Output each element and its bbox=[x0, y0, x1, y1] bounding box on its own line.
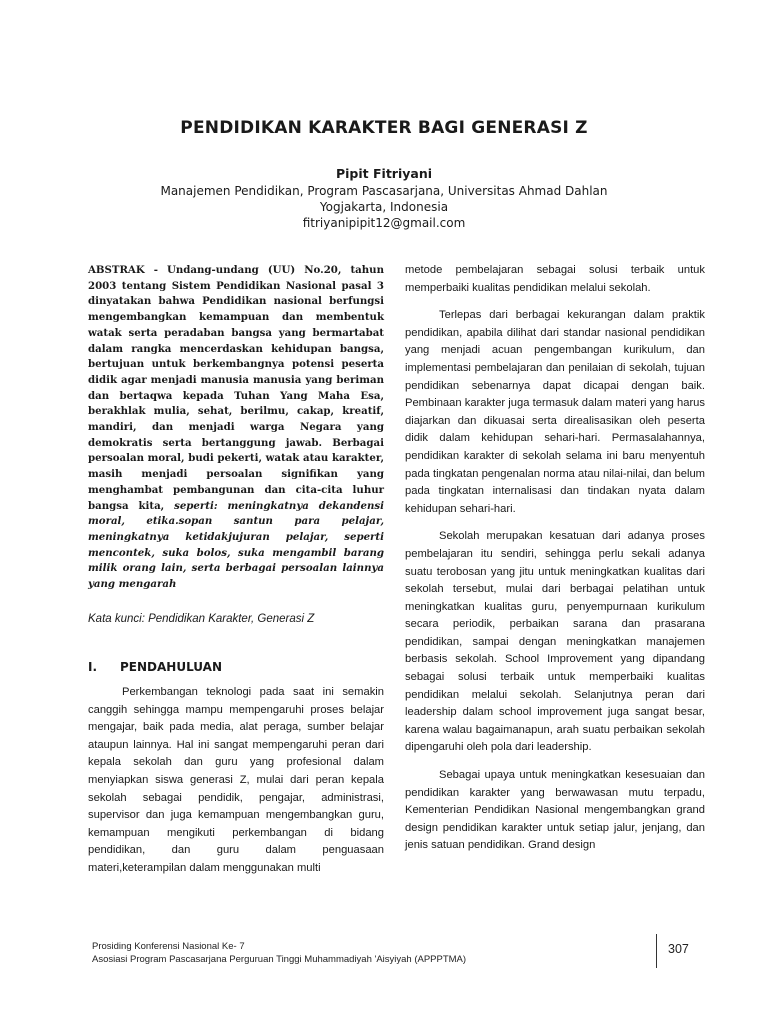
abstract bbox=[88, 263, 384, 593]
left-column-body bbox=[88, 684, 384, 878]
author-name: Pipit Fitriyani bbox=[335, 166, 433, 181]
body-paragraph: Sebagai upaya untuk meningkatkan kesesuaian dan pendidikan karakter yang berwawasan mutu terpadu, Kementerian Pendidikan Nasional mengembangkan grand design pendidikan karakter untuk setiap jalur, jenjang, dan jenis satuan pendidikan. Grand design bbox=[405, 769, 705, 852]
footer-divider bbox=[656, 934, 657, 968]
section-title: PENDAHULUAN bbox=[120, 660, 222, 674]
footer-conference: Prosiding Konferensi Nasional Ke- 7 bbox=[92, 941, 245, 952]
body-paragraph: Perkembangan teknologi pada saat ini semakin canggih sehingga mampu mempengaruhi proses belajar mengajar, baik pada media, alat peraga, sumber belajar ataupun lainnya. Hal ini sangat mempengaruhi peran dari kepala sekolah dan guru yang profesional dalam menyiapkan siswa generasi Z, mulai dari peran kepala sekolah sebagai pendidik, pengajar, administrasi, supervisor dan juga kemampuan mengembangkan guru, kemampuan mengikuti perkembangan di bidang pendidikan, dan guru dalam penguasaan materi,keterampilan dalam menggunakan multi bbox=[88, 686, 384, 874]
paper-title: PENDIDIKAN KARAKTER BAGI GENERASI Z bbox=[180, 118, 588, 138]
abstract-text-italic: seperti: meningkatnya dekandensi moral, etika.sopan santun para pelajar, meningkatnya ketidakjujuran pelajar, seperti mencontek, suka bolos, suka mengambil barang milik orang lain, serta berbagai persoalan lainnya yang mengarah bbox=[88, 499, 384, 591]
affiliation-city: Yogjakarta, Indonesia bbox=[319, 200, 449, 214]
body-paragraph: Sekolah merupakan kesatuan dari adanya proses pembelajaran itu sendiri, sehingga perlu sekali adanya suatu terobosan yang jitu untuk meningkatkan kualitas dari sekolah tersebut, mulai dari berbagai pelatihan untuk meningkatkan kualitas guru, penyempurnaan kurikulum secara periodik, perbaikan sarana dan prasarana pendidikan, sampai dengan meningkatkan manajemen berbasis sekolah. School Improvement yang dipandang sebagai solusi terbaik untuk memperbaiki kualitas pendidikan melalui sekolah. Selanjutnya peran dari leadership dalam school improvement juga sangat besar, karena walau bagaimanapun, arah suatu perbaikan sekolah dipengaruhi oleh pola dari leadership. bbox=[405, 530, 705, 754]
body-paragraph: Terlepas dari berbagai kekurangan dalam praktik pendidikan, apabila dilihat dari standar nasional pendidikan yang menjadi acuan pengembangan kurikulum, dan implementasi pembelajaran dan penilaian di sekolah, tujuan pendidikan sebenarnya dapat dicapai dengan baik. Pembinaan karakter juga termasuk dalam materi yang harus diajarkan dan dikuasai serta direalisasikan oleh peserta didik dalam kehidupan sehari-hari. Permasalahannya, pendidikan karakter di sekolah selama ini baru menyentuh pada tingkatan pengenalan norma atau nilai-nilai, dan belum pada tingkatan internalisasi dan tindakan nyata dalam kehidupan sehari-hari. bbox=[405, 309, 705, 515]
footer bbox=[92, 940, 632, 966]
section-number: I. bbox=[88, 660, 98, 674]
body-paragraph: metode pembelajaran sebagai solusi terbaik untuk memperbaiki kualitas pendidikan melalui sekolah. bbox=[405, 264, 705, 294]
affiliation-line: Manajemen Pendidikan, Program Pascasarjana, Universitas Ahmad Dahlan bbox=[160, 184, 608, 198]
section-heading bbox=[88, 660, 384, 674]
footer-association: Asosiasi Program Pascasarjana Perguruan Tinggi Muhammadiyah 'Aisyiyah (APPPTMA) bbox=[92, 954, 467, 965]
keywords: Kata kunci: Pendidikan Karakter, Generasi Z bbox=[88, 613, 315, 625]
right-column-body bbox=[405, 262, 705, 855]
abstract-text: ABSTRAK - Undang-undang (UU) No.20, tahun 2003 tentang Sistem Pendidikan Nasional pasal 3 dinyatakan bahwa Pendidikan nasional berfungsi mengembangkan kemampuan dan membentuk watak serta peradaban bangsa yang bermartabat dalam rangka mencerdaskan kehidupan bangsa, bertujuan untuk berkembangnya potensi peserta didik agar menjadi manusia manusia yang beriman dan bertaqwa kepada Tuhan Yang Maha Esa, berakhlak mulia, sehat, berilmu, cakap, kreatif, mandiri, dan menjadi warga Negara yang demokratis serta bertanggung jawab. Berbagai persoalan moral, budi pekerti, watak atau karakter, masih menjadi persoalan signifikan yang menghambat pembangunan dan cita-cita luhur bangsa kita, bbox=[88, 264, 384, 512]
page-number: 307 bbox=[668, 942, 689, 956]
author-email: fitriyanipipit12@gmail.com bbox=[302, 216, 466, 230]
